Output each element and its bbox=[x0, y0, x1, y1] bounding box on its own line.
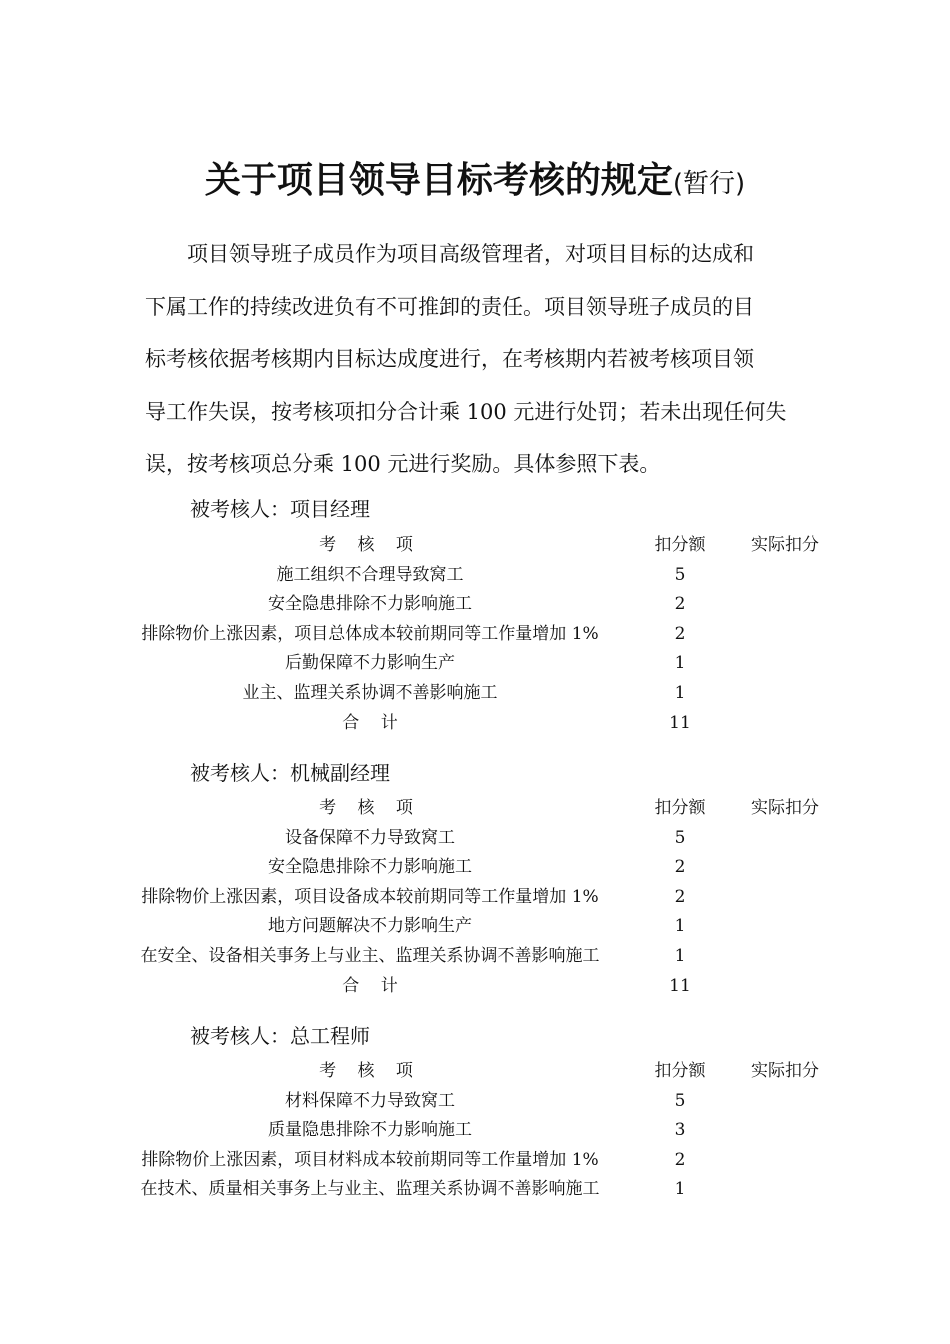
intro-line: 项目领导班子成员作为项目高级管理者，对项目目标的达成和 bbox=[187, 242, 754, 266]
table-row bbox=[0, 649, 950, 679]
table-row bbox=[0, 853, 950, 883]
table-header-row bbox=[0, 794, 950, 824]
table-row bbox=[0, 1087, 950, 1117]
row-deduct: 2 bbox=[674, 886, 686, 907]
row-deduct: 2 bbox=[674, 857, 686, 878]
row-item: 设备保障不力导致窝工 bbox=[285, 827, 455, 848]
table-row bbox=[0, 1175, 950, 1205]
total-label: 合 计 bbox=[342, 712, 398, 733]
table-row bbox=[0, 561, 950, 591]
table-row bbox=[0, 824, 950, 854]
row-deduct: 5 bbox=[674, 1090, 686, 1111]
table-total-row bbox=[0, 709, 950, 739]
row-deduct: 1 bbox=[674, 653, 686, 674]
table-header-row bbox=[0, 1057, 950, 1087]
table-row bbox=[0, 942, 950, 972]
assessment-table-project-manager bbox=[0, 531, 950, 738]
row-item: 在安全、设备相关事务上与业主、监理关系协调不善影响施工 bbox=[140, 945, 600, 966]
row-item: 安全隐患排除不力影响施工 bbox=[268, 857, 472, 878]
section-label-chief-engineer: 被考核人：总工程师 bbox=[190, 1024, 370, 1048]
header-actual: 实际扣分 bbox=[751, 1061, 819, 1081]
row-item: 排除物价上涨因素，项目设备成本较前期同等工作量增加 1% bbox=[141, 886, 599, 907]
row-item: 排除物价上涨因素，项目总体成本较前期同等工作量增加 1% bbox=[141, 623, 599, 644]
document-title bbox=[0, 152, 950, 203]
row-deduct: 5 bbox=[674, 827, 686, 848]
header-item: 考 核 项 bbox=[319, 535, 421, 555]
row-deduct: 1 bbox=[674, 1179, 686, 1200]
header-deduct: 扣分额 bbox=[654, 535, 706, 555]
intro-line: 下属工作的持续改进负有不可推卸的责任。项目领导班子成员的目 bbox=[145, 294, 754, 319]
row-deduct: 5 bbox=[674, 564, 686, 585]
row-item: 施工组织不合理导致窝工 bbox=[276, 564, 464, 585]
intro-line: 导工作失误，按考核项扣分合计乘 100 元进行处罚；若未出现任何失 bbox=[145, 399, 787, 424]
intro-paragraph bbox=[145, 228, 815, 491]
row-deduct: 2 bbox=[674, 1149, 686, 1170]
intro-line: 误，按考核项总分乘 100 元进行奖励。具体参照下表。 bbox=[145, 452, 661, 476]
total-deduct: 11 bbox=[669, 975, 691, 996]
header-deduct: 扣分额 bbox=[654, 798, 706, 818]
row-deduct: 2 bbox=[674, 623, 686, 644]
row-deduct: 1 bbox=[674, 916, 686, 937]
row-item: 后勤保障不力影响生产 bbox=[285, 653, 455, 674]
row-item: 质量隐患排除不力影响施工 bbox=[268, 1120, 472, 1141]
table-row bbox=[0, 590, 950, 620]
table-row bbox=[0, 620, 950, 650]
assessment-table-machinery-deputy-manager bbox=[0, 794, 950, 1001]
table-row bbox=[0, 679, 950, 709]
section-label-machinery-deputy-manager: 被考核人：机械副经理 bbox=[190, 761, 390, 785]
total-label: 合 计 bbox=[342, 975, 398, 996]
header-actual: 实际扣分 bbox=[751, 798, 819, 818]
header-item: 考 核 项 bbox=[319, 798, 421, 818]
row-item: 排除物价上涨因素，项目材料成本较前期同等工作量增加 1% bbox=[141, 1149, 599, 1170]
total-deduct: 11 bbox=[669, 712, 691, 733]
row-deduct: 2 bbox=[674, 594, 686, 615]
row-item: 地方问题解决不力影响生产 bbox=[268, 916, 472, 937]
row-item: 安全隐患排除不力影响施工 bbox=[268, 594, 472, 615]
table-row bbox=[0, 883, 950, 913]
table-row bbox=[0, 1116, 950, 1146]
row-item: 在技术、质量相关事务上与业主、监理关系协调不善影响施工 bbox=[140, 1179, 600, 1200]
table-row bbox=[0, 1146, 950, 1176]
header-item: 考 核 项 bbox=[319, 1061, 421, 1081]
title-suffix: (暂行) bbox=[672, 169, 746, 199]
assessment-table-chief-engineer bbox=[0, 1057, 950, 1205]
table-total-row bbox=[0, 972, 950, 1002]
row-item: 业主、监理关系协调不善影响施工 bbox=[242, 682, 498, 703]
header-actual: 实际扣分 bbox=[751, 535, 819, 555]
row-deduct: 3 bbox=[674, 1120, 686, 1141]
header-deduct: 扣分额 bbox=[654, 1061, 706, 1081]
table-row bbox=[0, 912, 950, 942]
title-main: 关于项目领导目标考核的规定 bbox=[204, 160, 673, 201]
section-label-project-manager: 被考核人：项目经理 bbox=[190, 497, 370, 521]
intro-line: 标考核依据考核期内目标达成度进行，在考核期内若被考核项目领 bbox=[145, 347, 754, 371]
row-deduct: 1 bbox=[674, 945, 686, 966]
row-deduct: 1 bbox=[674, 682, 686, 703]
table-header-row bbox=[0, 531, 950, 561]
row-item: 材料保障不力导致窝工 bbox=[285, 1090, 455, 1111]
